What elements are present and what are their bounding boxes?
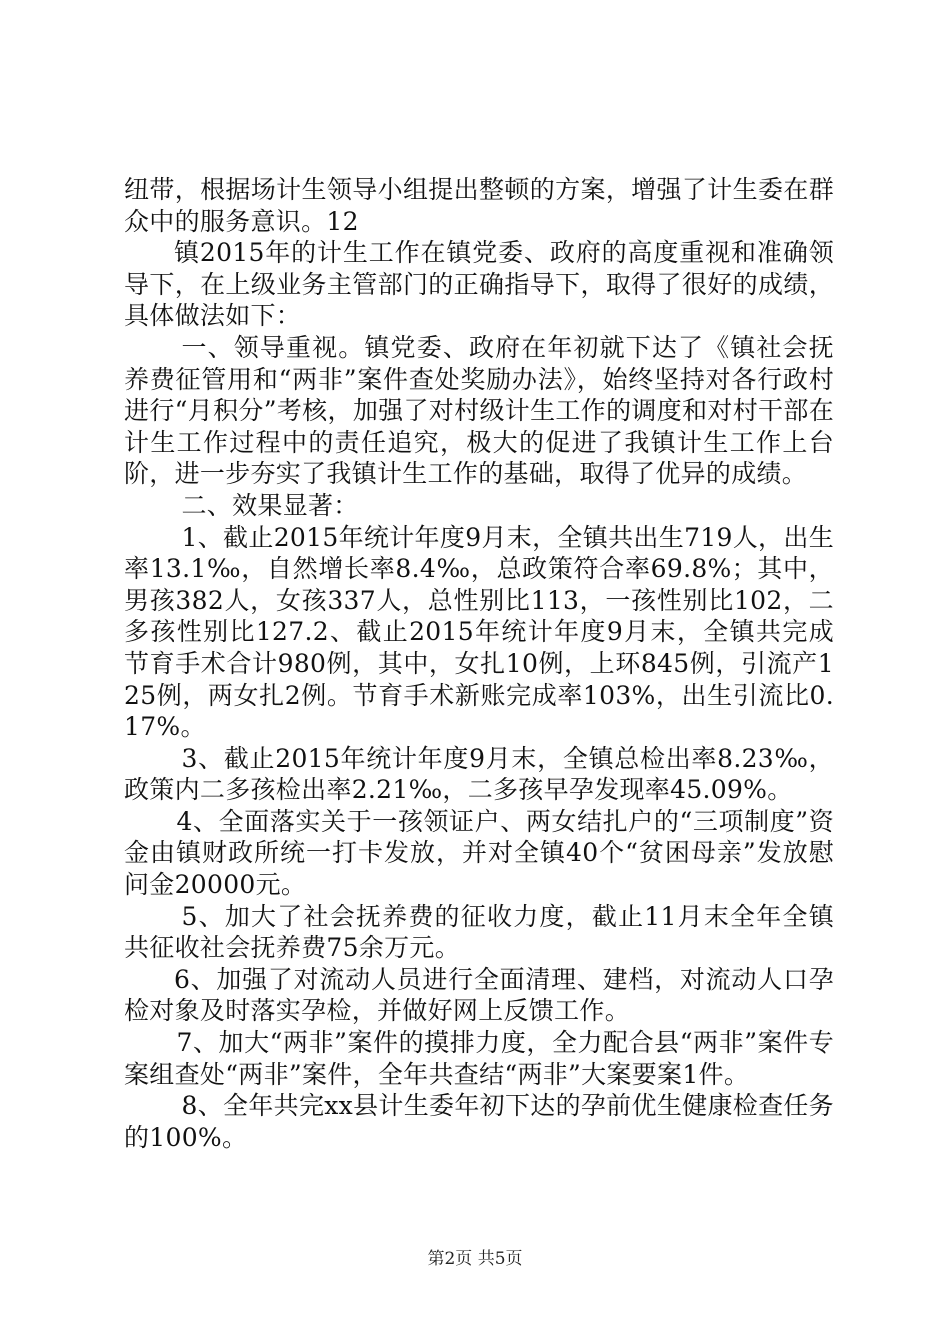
paragraph-item-8: 8、全年共完xx县计生委年初下达的孕前优生健康检查任务的100%。 [124, 1091, 834, 1152]
paragraph-item-6: 6、加强了对流动人员进行全面清理、建档，对流动人口孕检对象及时落实孕检，并做好网上反馈工作。 [124, 964, 834, 1026]
document-body [124, 174, 834, 1153]
paragraph-item-7: 7、加大“两非”案件的摸排力度，全力配合县“两非”案件专案组查处“两非”案件，全年共查结“两非”大案要案1件。 [124, 1028, 834, 1089]
paragraph-leadership: 一、领导重视。镇党委、政府在年初就下达了《镇社会抚养费征管用和“两非”案件查处奖励办法》，始终坚持对各行政村进行“月积分”考核，加强了对村级计生工作的调度和对村干部在计生工作过程中的责任追究，极大的促进了我镇计生工作上台阶，进一步夯实了我镇计生工作的基础，取得了优异的成绩。 [124, 332, 834, 489]
paragraph-item-3: 3、截止2015年统计年度9月末，全镇总检出率8.23‰，政策内二多孩检出率2.21‰，二多孩早孕发现率45.09%。 [124, 743, 834, 805]
paragraph-intro: 镇2015年的计生工作在镇党委、政府的高度重视和准确领导下，在上级业务主管部门的正确指导下，取得了很好的成绩，具体做法如下： [124, 238, 834, 331]
page-footer [0, 1244, 950, 1269]
page-number-label: 第2页 共5页 [427, 1249, 523, 1269]
paragraph-item-5: 5、加大了社会抚养费的征收力度，截止11月末全年全镇共征收社会抚养费75余万元。 [124, 901, 834, 963]
paragraph-results-heading: 二、效果显著： [181, 490, 359, 520]
paragraph-item-4: 4、全面落实关于一孩领证户、两女结扎户的“三项制度”资金由镇财政所统一打卡发放，并对全镇40个“贫困母亲”发放慰问金20000元。 [124, 806, 834, 900]
paragraph-continuation: 纽带，根据场计生领导小组提出整顿的方案，增强了计生委在群众中的服务意识。12 [124, 175, 834, 236]
paragraph-item-1-2: 1、截止2015年统计年度9月末，全镇共出生719人，出生率13.1‰，自然增长率8.4‰，总政策符合率69.8%；其中，男孩382人，女孩337人，总性别比113，一孩性别比102，二多孩性别比127.2、截止2015年统计年度9月末，全镇共完成节育手术合计980例，其中，女扎10例，上环845例，引流产125例，两女扎2例。节育手术新账完成率103%，出生引流比0.17%。 [124, 522, 834, 742]
